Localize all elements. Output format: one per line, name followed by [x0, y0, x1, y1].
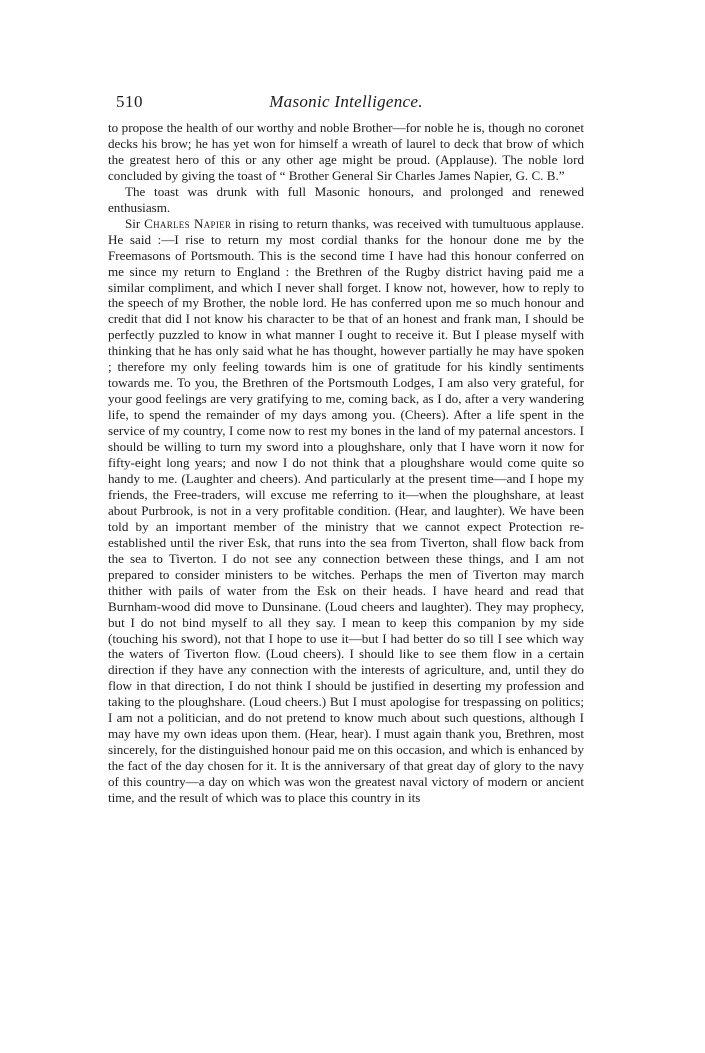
paragraph-toast-conclusion: to propose the health of our worthy and noble Brother—for noble he is, though no coronet decks his brow; he has yet won for himself a wreath of laurel to deck that brow of which the greatest hero of this or any other age might be proud. (Applause). The noble lord concluded by giving the toast of “ Brother General Sir Charles James Napier, G. C. B.”: [108, 120, 584, 183]
journal-title: Masonic Intelligence.: [269, 92, 423, 111]
speech-text: in rising to return thanks, was received with tumultuous applause. He said :—I rise to return my most cordial thanks for the honour done me by the Freemasons of Portsmouth. This is the second time I have had this honour conferred on me since my return to England : the Brethren of the Rugby district having paid me a similar compliment, and which I never shall forget. I know not, however, how to reply to the speech of my Brother, the noble lord. He has conferred upon me so much honour and credit that did I not know his character to be that of an honest and frank man, I should be perfectly puzzled to know in what manner I ought to receive it. But I please myself with thinking that he has only said what he has thought, however partially he may have spoken ; therefore my only feeling towards him is one of gratitude for his kindly sentiments towards me. To you, the Brethren of the Portsmouth Lodges, I am also very grateful, for your good feelings are very gratifying to me, coming back, as I do, after a very wandering life, to spend the remainder of my days among you. (Cheers). After a life spent in the service of my country, I come now to rest my bones in the land of my paternal ancestors. I should be willing to turn my sword into a ploughshare, only that I have worn it now for fifty-eight long years; and now I do not think that a ploughshare would come quite so handy to me. (Laughter and cheers). And particularly at the present time—and I hope my friends, the Free-traders, will excuse me referring to it—when the ploughshare, at least about Purbrook, is not in a very profitable condition. (Hear, and laughter). We have been told by an important member of the ministry that we cannot expect Protection re-established until the river Esk, that runs into the sea from Tiverton, shall flow back from the sea to Tiverton. I do not see any connection between these things, and I am not prepared to consider ministers to be witches. Perhaps the men of Tiverton may march thither with pails of water from the Esk on their heads. I have heard and read that Burnham-wood did move to Dunsinane. (Loud cheers and laughter). They may prophecy, but I do not bind myself to all they say. I mean to keep this companion by my side (touching his sword), not that I hope to use it—but I had better do so till I see which way the waters of Tiverton flow. (Loud cheers). I should like to see them flow in a certain direction if they have any connection with the interests of agriculture, and, until they do flow in that direction, I do not think I should be justified in deserting my profession and taking to the ploughshare. (Loud cheers.) But I must apologise for trespassing on politics; I am not a politician, and do not pretend to know much about such questions, although I may have my own ideas upon them. (Hear, hear). I must again thank you, Brethren, most sincerely, for the distinguished honour paid me on this occasion, and which is enhanced by the fact of the day chosen for it. It is the anniversary of that great day of glory to the navy of this country—a day on which was won the greatest naval victory of modern or ancient time, and the result of which was to place this country in its: [108, 215, 584, 806]
book-page: [108, 92, 584, 806]
article-body: [108, 120, 584, 806]
speaker-prefix: Sir: [125, 215, 145, 231]
running-head: [108, 92, 584, 120]
paragraph-napier-speech: [108, 216, 584, 806]
paragraph-toast-honours: The toast was drunk with full Masonic honours, and prolonged and renewed enthusiasm.: [108, 183, 584, 215]
speaker-name: Charles Napier: [144, 215, 232, 231]
page-number: 510: [116, 92, 143, 111]
